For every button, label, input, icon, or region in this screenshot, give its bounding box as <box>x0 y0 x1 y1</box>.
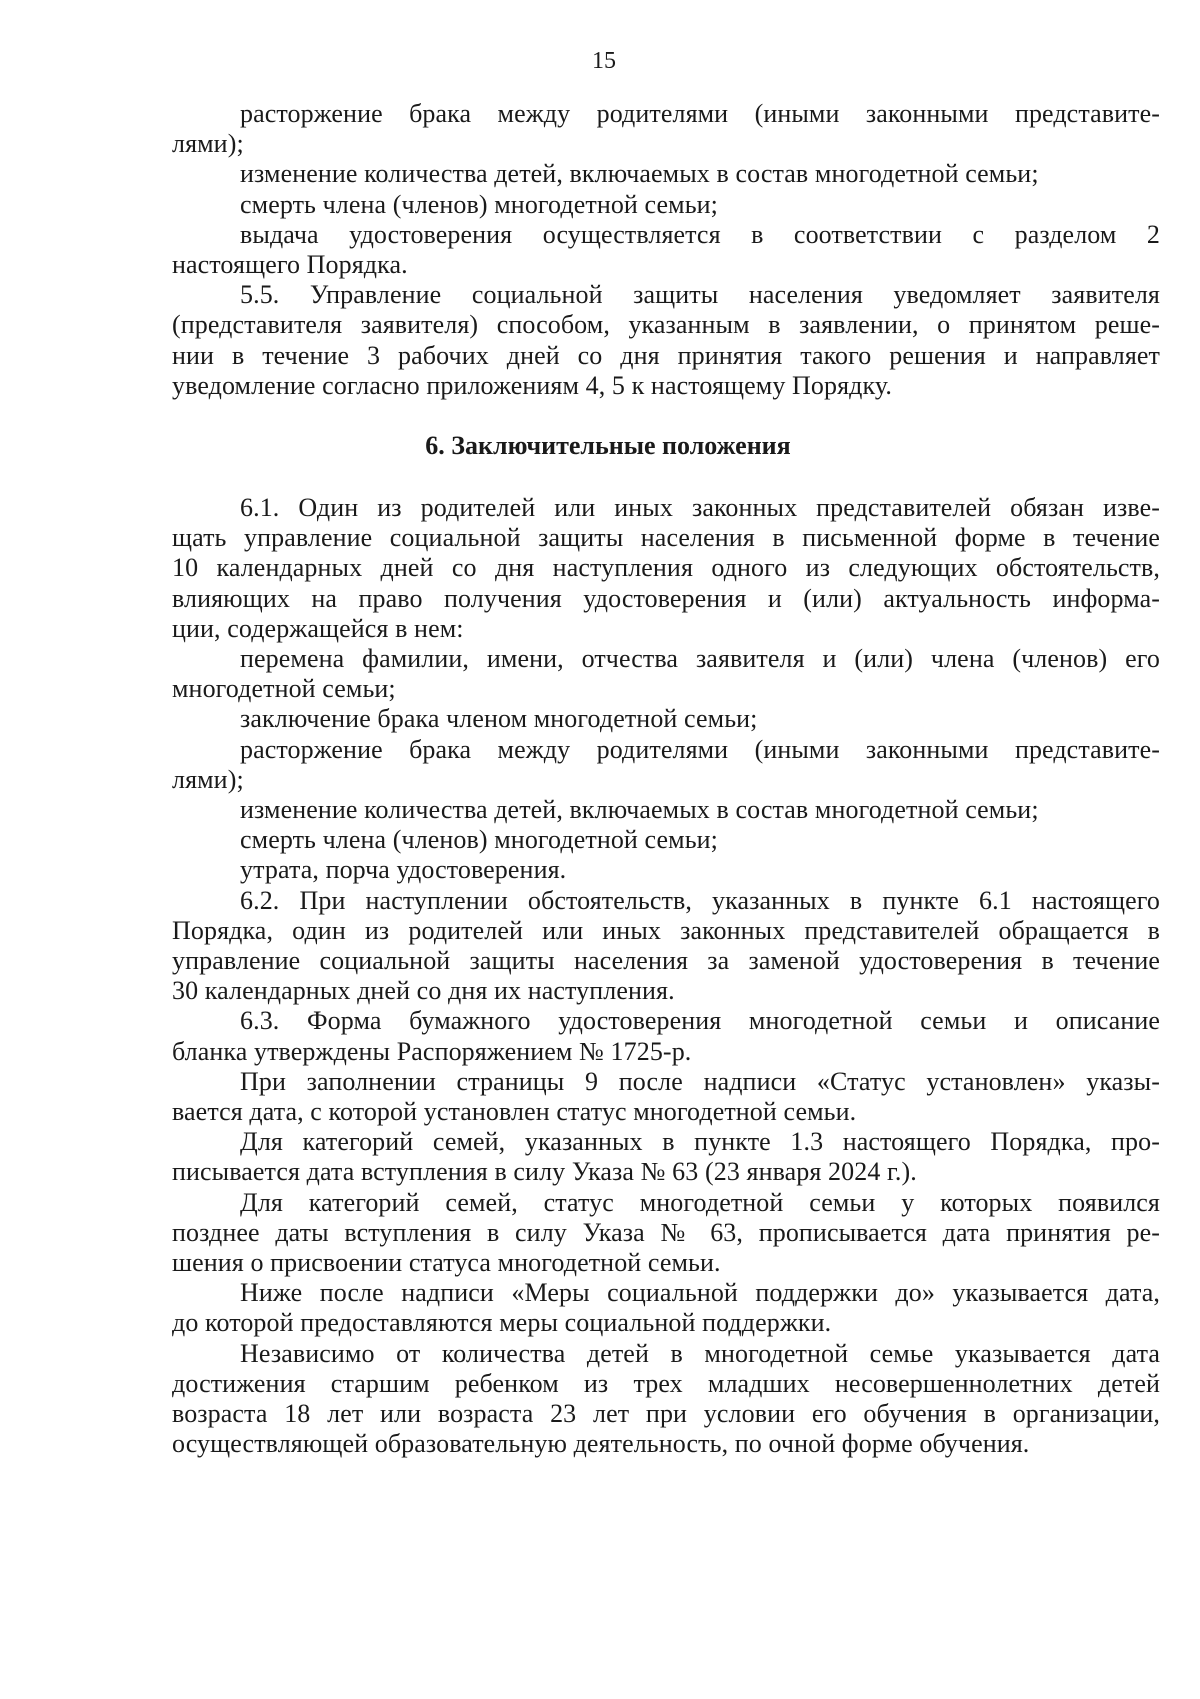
text-line: уведомление согласно приложениям 4, 5 к настоящему Порядку. <box>172 370 892 400</box>
text-line: перемена фамилии, имени, отчества заявителя и (или) члена (членов) его <box>240 644 1160 673</box>
text-line: щать управление социальной защиты населения в письменной форме в течение <box>172 523 1160 553</box>
text-line: 6.3. Форма бумажного удостоверения многодетной семьи и описание <box>240 1006 1160 1036</box>
text-line: заключение брака членом многодетной семьи; <box>240 704 758 734</box>
text-line: многодетной семьи; <box>172 674 396 704</box>
text-line: возраста 18 лет или возраста 23 лет при условии его обучения в организации, <box>172 1399 1160 1428</box>
text-line: выдача удостоверения осуществляется в соответствии с разделом 2 <box>240 219 1160 249</box>
text-line: Для категорий семей, статус многодетной семьи у которых появился <box>240 1187 1160 1217</box>
text-line: изменение количества детей, включаемых в состав многодетной семьи; <box>240 795 1039 824</box>
text-line: 10 календарных дней со дня наступления одного из следующих обстоятельств, <box>172 553 1160 583</box>
text-line: достижения старшим ребенком из трех младших несовершеннолетних детей <box>172 1368 1160 1398</box>
text-line: смерть члена (членов) многодетной семьи; <box>240 825 718 855</box>
text-line: влияющих на право получения удостоверения и (или) актуальность информа- <box>172 583 1160 613</box>
text-line: (представителя заявителя) способом, указанным в заявлении, о принятом реше- <box>172 310 1160 340</box>
text-line: изменение количества детей, включаемых в состав многодетной семьи; <box>240 159 1039 189</box>
text-line: настоящего Порядка. <box>172 250 408 279</box>
text-line: 6.1. Один из родителей или иных законных представителей обязан изве- <box>240 493 1160 522</box>
text-line: Порядка, один из родителей или иных законных представителей обращается в <box>172 915 1160 945</box>
text-line: управление социальной защиты населения за заменой удостоверения в течение <box>172 946 1160 975</box>
text-line: Ниже после надписи «Меры социальной поддержки до» указывается дата, <box>240 1278 1160 1308</box>
text-line: бланка утверждены Распоряжением № 1725-р. <box>172 1036 692 1066</box>
text-line: утрата, порча удостоверения. <box>240 855 567 885</box>
text-line: вается дата, с которой установлен статус многодетной семьи. <box>172 1097 857 1126</box>
text-line: смерть члена (членов) многодетной семьи; <box>240 189 718 219</box>
text-line: При заполнении страницы 9 после надписи «Статус установлен» указы- <box>240 1066 1160 1096</box>
text-line: расторжение брака между родителями (иными законными представите- <box>240 99 1160 128</box>
text-line: 5.5. Управление социальной защиты населения уведомляет заявителя <box>240 280 1160 310</box>
text-line: Для категорий семей, указанных в пункте 1.3 настоящего Порядка, про- <box>240 1127 1160 1157</box>
page-number: 15 <box>592 48 616 74</box>
text-line: нии в течение 3 рабочих дней со дня принятия такого решения и направляет <box>172 340 1160 370</box>
text-line: лями); <box>172 129 244 159</box>
section-heading: 6. Заключительные положения <box>425 431 791 460</box>
text-line: расторжение брака между родителями (иными законными представите- <box>240 734 1160 764</box>
text-line: 6.2. При наступлении обстоятельств, указанных в пункте 6.1 настоящего <box>240 885 1160 915</box>
text-line: 30 календарных дней со дня их наступления. <box>172 976 675 1006</box>
text-line: лями); <box>172 764 244 794</box>
text-line: шения о присвоении статуса многодетной семьи. <box>172 1248 721 1277</box>
text-line: Независимо от количества детей в многодетной семье указывается дата <box>240 1338 1160 1368</box>
text-line: ции, содержащейся в нем: <box>172 613 464 643</box>
text-line: до которой предоставляются меры социальной поддержки. <box>172 1308 832 1338</box>
text-line: писывается дата вступления в силу Указа № 63 (23 января 2024 г.). <box>172 1157 917 1187</box>
text-line: позднее даты вступления в силу Указа № 63, прописывается дата принятия ре- <box>172 1217 1160 1247</box>
text-line: осуществляющей образовательную деятельность, по очной форме обучения. <box>172 1429 1030 1459</box>
